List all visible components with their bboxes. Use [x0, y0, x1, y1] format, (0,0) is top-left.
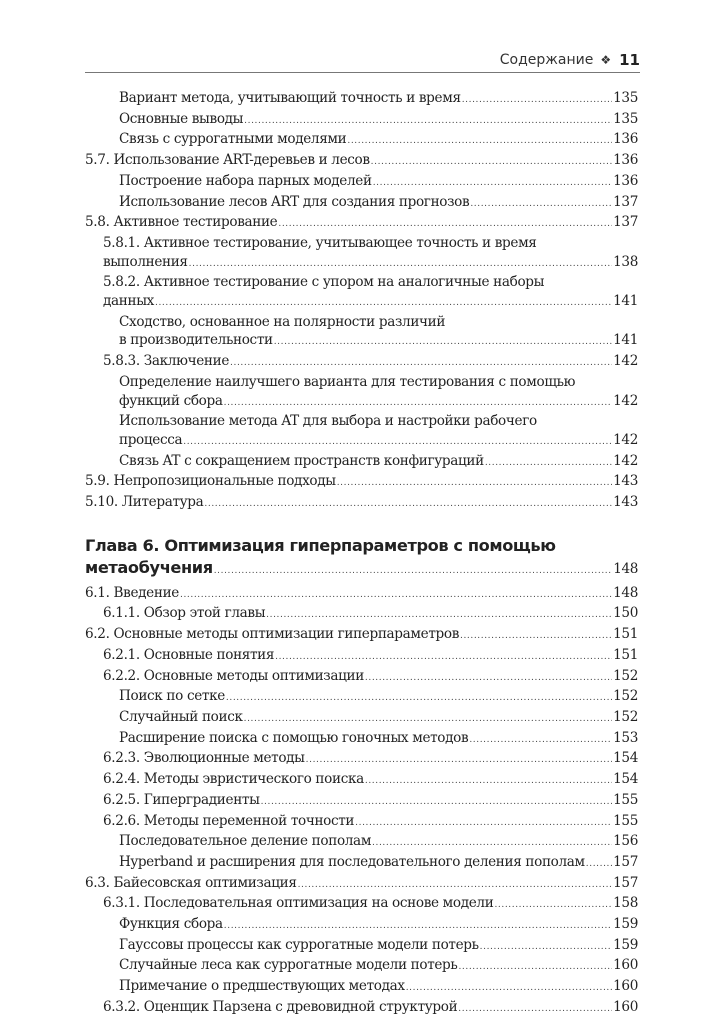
toc-page-number: 157 [613, 853, 638, 870]
toc-entry-text: Связь AT с сокращением пространств конфигураций [119, 452, 484, 469]
toc-entry-text: 6.1. Введение [85, 584, 179, 601]
toc-entry[interactable] [85, 915, 638, 936]
toc-page-number: 156 [613, 833, 638, 850]
toc-page-number: 136 [613, 152, 638, 169]
toc-page-number: 150 [613, 605, 638, 622]
dot-leader [230, 354, 612, 373]
dot-leader [458, 958, 612, 977]
toc-entry-text: 5.8.2. Активное тестирование с упором на аналогичные наборы [103, 274, 545, 291]
toc-entry[interactable] [85, 234, 638, 273]
toc-entry[interactable] [85, 956, 638, 977]
toc-entry-text: 6.3. Байесовская оптимизация [85, 874, 297, 891]
toc-entry[interactable] [85, 130, 638, 151]
toc-entry[interactable] [85, 412, 638, 451]
running-header [85, 48, 640, 73]
dot-leader [586, 855, 612, 874]
toc-entry-text: процесса [119, 431, 183, 448]
toc-entry-text: 6.3.1. Последовательная оптимизация на основе модели [103, 895, 494, 912]
dot-leader [224, 394, 612, 413]
dot-leader [406, 979, 612, 998]
toc-page-number: 142 [613, 452, 638, 469]
dot-leader [355, 814, 612, 833]
toc-page-number: 152 [613, 667, 638, 684]
toc-page-number: 155 [613, 791, 638, 808]
toc-entry-text: 5.9. Непропозициональные подходы [85, 473, 336, 490]
page-number: 11 [619, 51, 640, 69]
toc-page-number: 143 [613, 494, 638, 511]
dot-leader [337, 474, 612, 493]
toc-page-number: 154 [613, 771, 638, 788]
dot-leader [460, 627, 612, 646]
toc-entry[interactable] [85, 812, 638, 833]
dot-leader [458, 1000, 612, 1019]
toc-entry-text: 6.2.4. Методы эвристического поиска [103, 771, 364, 788]
toc-page-number: 148 [613, 584, 638, 601]
toc-page-number: 142 [613, 353, 638, 370]
toc-page-number: 152 [613, 708, 638, 725]
toc-entry[interactable] [85, 625, 638, 646]
dot-leader [274, 333, 612, 352]
toc-entry[interactable] [85, 853, 638, 874]
toc-page-number: 141 [613, 332, 638, 349]
dot-leader [214, 560, 613, 582]
toc-entry[interactable] [85, 472, 638, 493]
toc-entry[interactable] [85, 352, 638, 373]
toc-entry[interactable] [85, 373, 638, 412]
dot-leader [494, 896, 612, 915]
ornament-icon: ❖ [600, 53, 612, 67]
running-header-title: Содержание [499, 52, 594, 68]
dot-leader [226, 689, 612, 708]
toc-entry-text: Последовательное деление пополам [119, 833, 372, 850]
toc-entry-text: Случайные леса как суррогатные модели потерь [119, 957, 458, 974]
toc-page-number: 159 [613, 916, 638, 933]
dot-leader [275, 648, 612, 667]
toc-entry-text: Сходство, основанное на полярности различий [119, 313, 446, 330]
toc-entry[interactable] [85, 452, 638, 473]
toc-entry-text: 6.2.6. Методы переменной точности [103, 812, 355, 829]
toc-entry-text: Hyperband и расширения для последовательного деления пополам [119, 853, 585, 870]
toc-page-number: 137 [613, 214, 638, 231]
toc-entry-text: 6.2.2. Основные методы оптимизации [103, 667, 364, 684]
toc-entry[interactable] [85, 89, 638, 110]
toc-entry-text: 5.8.1. Активное тестирование, учитывающее точность и время [103, 234, 537, 251]
toc-entry-text: в производительности [119, 332, 273, 349]
dot-leader [183, 433, 612, 452]
toc-entry[interactable] [85, 894, 638, 915]
toc-entry-text: Примечание о предшествующих методах [119, 978, 405, 995]
toc-page-number: 136 [613, 131, 638, 148]
dot-leader [244, 112, 612, 131]
toc-entry-text: 6.2.1. Основные понятия [103, 646, 275, 663]
toc-section-chapter-5 [85, 89, 638, 514]
toc-entry[interactable] [85, 770, 638, 791]
toc-entry[interactable] [85, 604, 638, 625]
toc-entry-text: 6.3.2. Оценщик Парзена с древовидной структурой [103, 998, 458, 1015]
toc-entry-text: Основные выводы [119, 110, 244, 127]
dot-leader [298, 876, 613, 895]
toc-page-number: 154 [613, 750, 638, 767]
toc-entry[interactable] [85, 874, 638, 895]
toc-page-number: 142 [613, 392, 638, 409]
toc-page-number: 141 [613, 293, 638, 310]
toc-entry[interactable] [85, 936, 638, 957]
dot-leader [244, 710, 612, 729]
dot-leader [372, 834, 612, 853]
toc-entry[interactable] [85, 977, 638, 998]
dot-leader [371, 153, 612, 172]
dot-leader [365, 772, 612, 791]
toc-page-number: 136 [613, 172, 638, 189]
toc-entry[interactable] [85, 749, 638, 770]
toc-page-number: 160 [613, 978, 638, 995]
toc-entry-text: 5.8. Активное тестирование [85, 214, 278, 231]
toc-entry[interactable] [85, 667, 638, 688]
dot-leader [480, 938, 612, 957]
toc-entry[interactable] [85, 313, 638, 352]
toc-entry-text: 6.2.5. Гиперградиенты [103, 791, 260, 808]
toc-entry[interactable] [85, 687, 638, 708]
toc-entry-text: 5.10. Литература [85, 494, 204, 511]
toc-page-number: 151 [613, 646, 638, 663]
toc-entry-text: Использование лесов ART для создания прогнозов [119, 193, 470, 210]
dot-leader [462, 91, 612, 110]
toc-page-number: 153 [613, 729, 638, 746]
toc-entry[interactable] [85, 213, 638, 234]
toc-entry[interactable] [85, 151, 638, 172]
chapter-title-line: метаобучения [85, 557, 213, 577]
toc-section-chapter-6 [85, 584, 638, 1019]
toc-entry[interactable] [85, 584, 638, 605]
toc-entry[interactable] [85, 832, 638, 853]
toc-entry-text: 5.7. Использование ART-деревьев и лесов [85, 152, 370, 169]
toc-entry-text: Поиск по сетке [119, 688, 225, 705]
toc-entry-text: Использование метода AT для выбора и настройки рабочего [119, 413, 537, 430]
toc-entry[interactable] [85, 791, 638, 812]
dot-leader [470, 195, 612, 214]
dot-leader [155, 294, 612, 313]
dot-leader [204, 495, 612, 514]
toc-page-number: 152 [613, 688, 638, 705]
dot-leader [469, 731, 612, 750]
toc-entry[interactable] [85, 172, 638, 193]
toc-entry-text: 6.1.1. Обзор этой главы [103, 605, 266, 622]
toc-entry-text: Построение набора парных моделей [119, 172, 372, 189]
chapter-page-number: 148 [613, 560, 638, 577]
chapter-title-line: Глава 6. Оптимизация гиперпараметров с помощью [85, 535, 556, 555]
toc-page-number: 138 [613, 253, 638, 270]
toc-entry-text: выполнения [103, 253, 188, 270]
toc-page-number: 160 [613, 957, 638, 974]
toc-page-number: 137 [613, 193, 638, 210]
dot-leader [347, 132, 612, 151]
toc-page-number: 142 [613, 431, 638, 448]
dot-leader [278, 215, 612, 234]
toc-entry[interactable] [85, 110, 638, 131]
toc-page-number: 155 [613, 812, 638, 829]
dot-leader [261, 793, 613, 812]
toc-entry-text: Случайный поиск [119, 708, 243, 725]
toc-entry-text: функций сбора [119, 392, 223, 409]
dot-leader [224, 917, 612, 936]
dot-leader [373, 174, 612, 193]
toc-entry[interactable] [85, 729, 638, 750]
toc-entry-text: 6.2. Основные методы оптимизации гиперпараметров [85, 626, 459, 643]
dot-leader [266, 606, 612, 625]
toc-entry[interactable] [85, 708, 638, 729]
toc-entry-text: 6.2.3. Эволюционные методы [103, 750, 305, 767]
toc-entry-text: Связь с суррогатными моделями [119, 131, 347, 148]
toc-page-number: 135 [613, 110, 638, 127]
table-of-contents [85, 89, 638, 1019]
dot-leader [306, 751, 612, 770]
toc-page-number: 158 [613, 895, 638, 912]
dot-leader [189, 255, 612, 274]
toc-entry-text: Определение наилучшего варианта для тестирования с помощью [119, 373, 576, 390]
toc-page-number: 157 [613, 874, 638, 891]
toc-entry-text: 5.8.3. Заключение [103, 353, 230, 370]
chapter-heading[interactable] [85, 535, 638, 582]
toc-entry[interactable] [85, 273, 638, 312]
toc-page-number: 135 [613, 90, 638, 106]
toc-entry-text: Расширение поиска с помощью гоночных методов [119, 729, 469, 746]
toc-entry-text: Гауссовы процессы как суррогатные модели потерь [119, 936, 479, 953]
toc-entry-text: данных [103, 293, 154, 310]
toc-entry-text: Вариант метода, учитывающий точность и время [119, 90, 461, 106]
toc-entry[interactable] [85, 493, 638, 514]
toc-entry[interactable] [85, 646, 638, 667]
toc-page-number: 160 [613, 998, 638, 1015]
dot-leader [180, 586, 612, 605]
toc-page-number: 143 [613, 473, 638, 490]
toc-page-number: 151 [613, 626, 638, 643]
toc-entry-text: Функция сбора [119, 916, 223, 933]
dot-leader [365, 669, 612, 688]
dot-leader [485, 454, 612, 473]
toc-page-number: 159 [613, 936, 638, 953]
toc-entry[interactable] [85, 193, 638, 214]
